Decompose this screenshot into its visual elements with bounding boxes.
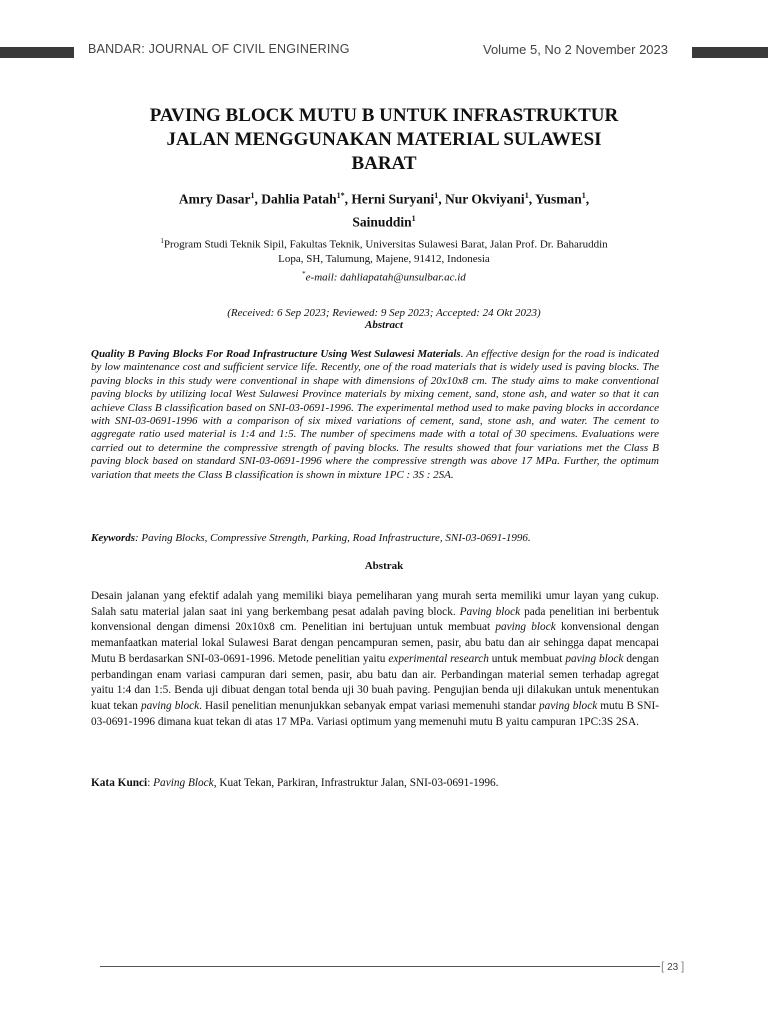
author-name: Herni Suryani — [351, 191, 435, 207]
author-list: Amry Dasar$^1$, Dahlia Patah$^{1*}$, Herni Suryani$^1$, Nur Okviyani$^1$, Yusman$^1$, Sainuddin$^1$ — [178, 191, 590, 229]
abstract-body: . An effective design for the road is indicated by low maintenance cost and sufficient service life. Recently, one of the road materials that is widely used is paving blocks. The paving blocks in this study were conventional in shape with dimensions of 20x10x8 cm. The study aims to make conventional paving blocks by utilizing local West Sulawesi Province materials by mixing cement, sand, stone ash, and water so that it can achieve Class B classification based on SNI-03-0691-1996. The experimental method used to make paving blocks in accordance with SNI-03-0691-1996 with a comparison of six mixed variations of cement, sand, stone ash, and water. The cement to aggregate ratio used material is 1:4 and 1:5. The number of specimens made with a total of 30 specimens. Evaluations were carried out to determine the compressive strength of paving blocks. The results showed that four variations met the Class B paving block based on standard SNI-03-0691-1996 where the compressive strength was above 17 MPa. Further, the optimum variation that meets the Class B classification is shown in mixture 1PC : 3S : 2SA. — [91, 348, 660, 481]
title-line: BARAT — [351, 153, 417, 174]
affiliation-line: Lopa, SH, Talumung, Majene, 91412, Indonesia — [278, 253, 490, 266]
author-email: e-mail: dahliapatah@unsulbar.ac.id — [305, 271, 466, 284]
author-sup: 1 — [524, 191, 529, 200]
author-sup: 1 — [250, 191, 255, 200]
keywords — [91, 532, 659, 544]
author-sup: 1 — [434, 191, 439, 200]
page-number: [ 23 ] — [661, 959, 685, 973]
received-dates: (Received: 6 Sep 2023; Reviewed: 9 Sep 2023; Accepted: 24 Okt 2023) — [227, 307, 541, 319]
affiliation-line: Program Studi Teknik Sipil, Fakultas Teknik, Universitas Sulawesi Barat, Jalan Prof. Dr. Baharuddin — [163, 238, 608, 251]
paper-title — [100, 104, 668, 176]
title-line: JALAN MENGGUNAKAN MATERIAL SULAWESI — [166, 129, 602, 150]
header-bar-right — [692, 47, 768, 58]
author-name: Dahlia Patah — [261, 191, 337, 207]
journal-volume: Volume 5, No 2 November 2023 — [483, 42, 668, 57]
abstract-english — [91, 348, 659, 482]
affiliation: $^1$Program Studi Teknik Sipil, Fakultas Teknik, Universitas Sulawesi Barat, Jalan Prof. Dr. Baharuddin Lopa, SH, Talumung, Majene, 91412, Indonesia *e-mail: dahliapatah@unsulbar.ac.id — [100, 234, 668, 285]
header-bar-left — [0, 47, 74, 58]
kata-kunci: Kata Kunci: Paving Block, Kuat Tekan, Parkiran, Infrastruktur Jalan, SNI-03-0691-1996. — [91, 777, 499, 789]
kata-kunci-label: Kata Kunci — [91, 777, 148, 789]
abstract-title: Quality B Paving Blocks For Road Infrastructure Using West Sulawesi Materials — [91, 348, 461, 360]
title-line: PAVING BLOCK MUTU B UNTUK INFRASTRUKTUR — [149, 105, 619, 126]
author-name: Amry Dasar — [178, 191, 251, 207]
footer-rule — [100, 966, 660, 967]
author-name: Nur Okviyani — [445, 191, 525, 207]
keywords-label: Keywords — [91, 532, 135, 544]
author-name: Sainuddin — [352, 214, 412, 229]
author-name: Yusman — [534, 191, 582, 207]
author-sup: 1 — [411, 213, 416, 223]
author-sup: 1 — [581, 191, 586, 200]
author-sup: 1* — [336, 191, 345, 200]
journal-name: BANDAR: JOURNAL OF CIVIL ENGINERING — [88, 42, 350, 56]
abstrak-indonesian: Desain jalanan yang efektif adalah yang memiliki biaya pemeliharan yang murah serta memiliki umur layan yang cukup. Salah satu material jalan saat ini yang berkembang pesat adalah paving block. Paving block pada penelitian ini berbentuk konvensional dengan dimensi 20x10x8 cm. Penelitian ini bertujuan untuk membuat paving block konvensional dengan memanfaatkan material lokal Sulawesi Barat dengan pencampuran semen, pasir, abu batu dan air sehingga dapat mencapai Mutu B berdasarkan SNI-03-0691-1996. Metode penelitian yaitu experimental research untuk membuat paving block dengan perbandingan enam variasi campuran dari semen, pasir, abu batu dan air. Perbandingan material semen terhadap agregat yaitu 1:4 dan 1:5. Benda uji dibuat dengan total benda uji 30 buah paving. Pengujian benda uji dilakukan untuk menentukan kuat tekan paving block. Hasil penelitian menunjukkan sebanyak empat variasi memenuhi standar paving block mutu B SNI-03-0691-1996 dimana kuat tekan di atas 17 MPa. Variasi optimum yang memenuhi mutu B yaitu campuran 1PC:3S 2SA. — [91, 590, 660, 728]
keywords-text: : Paving Blocks, Compressive Strength, Parking, Road Infrastructure, SNI-03-0691-1996. — [135, 532, 531, 544]
abstrak-heading: Abstrak — [364, 560, 404, 572]
abstract-heading: Abstract — [365, 319, 403, 331]
